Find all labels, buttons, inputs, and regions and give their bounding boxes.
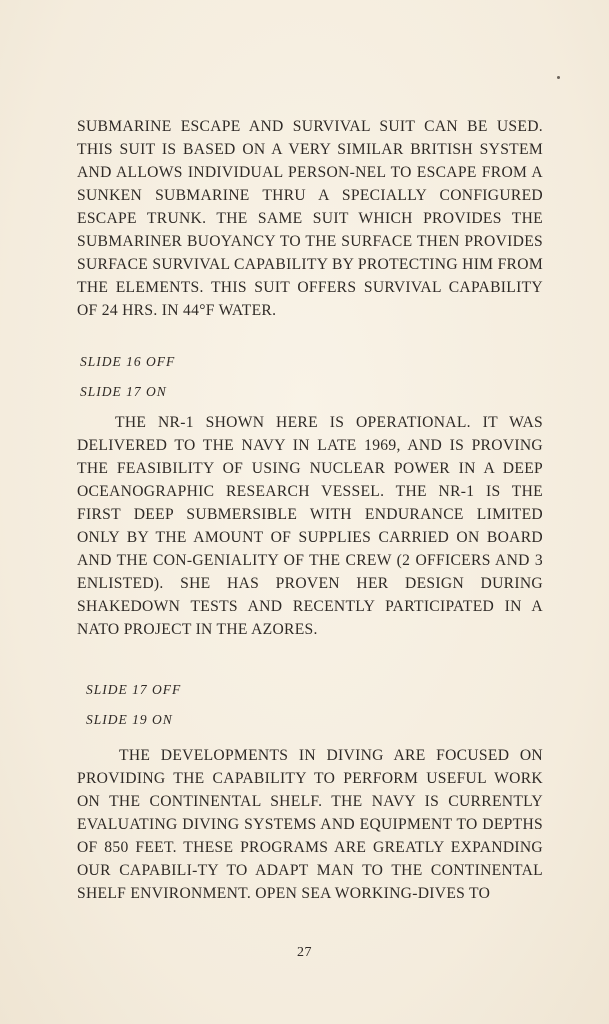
slide-cue-19-on: SLIDE 19 ON: [86, 712, 173, 727]
paragraph-escape-suit: SUBMARINE ESCAPE AND SURVIVAL SUIT CAN BE USED. THIS SUIT IS BASED ON A VERY SIMILAR BRITISH SYSTEM AND ALLOWS INDIVIDUAL PERSON-NEL TO ESCAPE FROM A SUNKEN SUBMARINE THRU A SPECIALLY CONFIGURED ESCAPE TRUNK. THE SAME SUIT WHICH PROVIDES THE SUBMARINER BUOYANCY TO THE SURFACE THEN PROVIDES SURFACE SURVIVAL CAPABILITY BY PROTECTING HIM FROM THE ELEMENTS. THIS SUIT OFFERS SURVIVAL CAPABILITY OF 24 HRS. IN 44°F WATER.: [77, 118, 543, 319]
paper-speck: [557, 76, 560, 79]
paragraph-diving: THE DEVELOPMENTS IN DIVING ARE FOCUSED ON PROVIDING THE CAPABILITY TO PERFORM USEFUL WORK ON THE CONTINENTAL SHELF. THE NAVY IS CURRENTLY EVALUATING DIVING SYSTEMS AND EQUIPMENT TO DEPTHS OF 850 FEET. THESE PROGRAMS ARE GREATLY EXPANDING OUR CAPABILI-TY TO ADAPT MAN TO THE CONTINENTAL SHELF ENVIRONMENT. OPEN SEA WORKING-DIVES TO: [77, 747, 543, 902]
page-number: 27: [297, 945, 312, 960]
paragraph-nr1: THE NR-1 SHOWN HERE IS OPERATIONAL. IT WAS DELIVERED TO THE NAVY IN LATE 1969, AND IS PROVING THE FEASIBILITY OF USING NUCLEAR POWER IN A DEEP OCEANOGRAPHIC RESEARCH VESSEL. THE NR-1 IS THE FIRST DEEP SUBMERSIBLE WITH ENDURANCE LIMITED ONLY BY THE AMOUNT OF SUPPLIES CARRIED ON BOARD AND THE CON-GENIALITY OF THE CREW (2 OFFICERS AND 3 ENLISTED). SHE HAS PROVEN HER DESIGN DURING SHAKEDOWN TESTS AND RECENTLY PARTICIPATED IN A NATO PROJECT IN THE AZORES.: [77, 414, 543, 638]
slide-cue-16-off: SLIDE 16 OFF: [80, 354, 176, 369]
slide-cue-17-on: SLIDE 17 ON: [80, 384, 167, 399]
slide-cue-17-off: SLIDE 17 OFF: [86, 682, 182, 697]
